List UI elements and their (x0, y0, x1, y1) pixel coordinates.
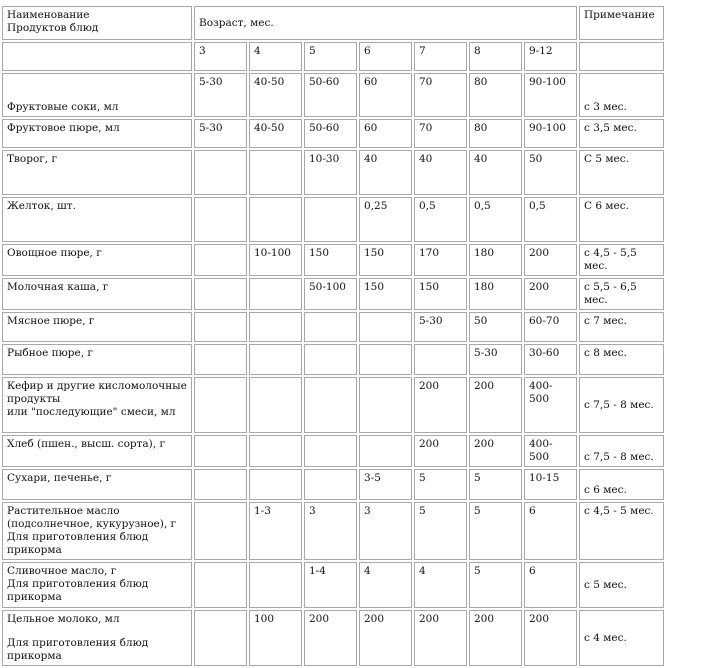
value-cell: 50 (469, 312, 522, 342)
value-cell (249, 278, 302, 310)
age-blank (2, 42, 192, 71)
value-cell: 150 (414, 278, 467, 310)
value-cell: 180 (469, 244, 522, 276)
note-cell: с 6 мес. (579, 469, 664, 500)
product-name-cell (2, 312, 192, 342)
note-cell: с 5 мес. (579, 562, 664, 608)
value-cell: 3-5 (359, 469, 412, 500)
age-cell: 4 (249, 42, 302, 71)
value-cell (304, 344, 357, 375)
value-cell: 60-70 (524, 312, 577, 342)
value-cell (194, 278, 247, 310)
product-name-cell (2, 502, 192, 560)
product-name-line (7, 626, 187, 637)
value-cell: 50 (524, 150, 577, 195)
value-cell: 1-4 (304, 562, 357, 608)
product-name-cell (2, 435, 192, 467)
value-cell (194, 312, 247, 342)
product-name-cell (2, 244, 192, 276)
value-cell: 5-30 (194, 119, 247, 148)
value-cell: 5-30 (194, 73, 247, 117)
value-cell (194, 244, 247, 276)
value-cell: 200 (524, 278, 577, 310)
product-name-line: Молочная каша, г (7, 281, 109, 293)
note-cell: с 4,5 - 5,5 мес. (579, 244, 664, 276)
value-cell: 60 (359, 119, 412, 148)
value-cell: 0,5 (524, 197, 577, 242)
value-cell: 90-100 (524, 73, 577, 117)
table-row (2, 119, 664, 148)
table-row (2, 197, 664, 242)
value-cell: 50-60 (304, 119, 357, 148)
product-name-line: Творог, г (7, 153, 57, 165)
product-name-line: Желток, шт. (7, 200, 76, 212)
value-cell (304, 197, 357, 242)
product-name-cell (2, 278, 192, 310)
value-cell: 50-60 (304, 73, 357, 117)
product-name-cell (2, 197, 192, 242)
age-cell: 9-12 (524, 42, 577, 71)
note-cell: с 4,5 - 5 мес. (579, 502, 664, 560)
value-cell (194, 502, 247, 560)
value-cell: 70 (414, 119, 467, 148)
note-cell: с 7,5 - 8 мес. (579, 435, 664, 467)
note-cell: с 7,5 - 8 мес. (579, 377, 664, 433)
age-cell: 8 (469, 42, 522, 71)
value-cell (249, 312, 302, 342)
value-cell: 5 (469, 502, 522, 560)
value-cell: 1-3 (249, 502, 302, 560)
value-cell: 5 (469, 562, 522, 608)
note-cell: С 6 мес. (579, 197, 664, 242)
note-cell: с 3 мес. (579, 73, 664, 117)
value-cell: 10-15 (524, 469, 577, 500)
value-cell: 200 (469, 377, 522, 433)
age-cell: 6 (359, 42, 412, 71)
header-row (2, 6, 664, 40)
product-name-cell (2, 469, 192, 500)
value-cell: 150 (359, 278, 412, 310)
value-cell: 4 (414, 562, 467, 608)
table-row (2, 73, 664, 117)
value-cell: 400-500 (524, 435, 577, 467)
value-cell (304, 435, 357, 467)
header-product-line: Продуктов блюд (7, 22, 99, 34)
value-cell: 40-50 (249, 119, 302, 148)
value-cell (359, 344, 412, 375)
value-cell (249, 344, 302, 375)
product-name-line: или "последующие" смеси, мл (7, 406, 176, 418)
value-cell: 150 (304, 244, 357, 276)
value-cell: 200 (359, 610, 412, 666)
table-row (2, 377, 664, 433)
product-name-line: продукты (7, 393, 61, 405)
table-row (2, 278, 664, 310)
value-cell: 40-50 (249, 73, 302, 117)
note-cell: С 5 мес. (579, 150, 664, 195)
product-name-cell (2, 344, 192, 375)
header-product (2, 6, 192, 40)
value-cell (304, 377, 357, 433)
value-cell: 200 (414, 435, 467, 467)
product-name-cell (2, 150, 192, 195)
value-cell: 50-100 (304, 278, 357, 310)
table-row (2, 344, 664, 375)
value-cell: 200 (469, 435, 522, 467)
product-name-line: Рыбное пюре, г (7, 347, 93, 359)
value-cell: 3 (359, 502, 412, 560)
value-cell: 30-60 (524, 344, 577, 375)
table-row (2, 610, 664, 666)
value-cell (249, 197, 302, 242)
value-cell: 0,5 (414, 197, 467, 242)
product-name-line: Сухари, печенье, г (7, 472, 112, 484)
feeding-table (0, 4, 666, 668)
product-name-cell (2, 73, 192, 117)
note-cell: с 3,5 мес. (579, 119, 664, 148)
value-cell: 5 (414, 469, 467, 500)
product-name-line: (подсолнечное, кукурузное), г (7, 518, 177, 530)
note-cell: с 4 мес. (579, 610, 664, 666)
value-cell (249, 150, 302, 195)
value-cell: 0,5 (469, 197, 522, 242)
value-cell (304, 312, 357, 342)
value-cell (194, 469, 247, 500)
value-cell: 6 (524, 502, 577, 560)
product-name-cell (2, 562, 192, 608)
value-cell: 200 (524, 610, 577, 666)
value-cell (359, 312, 412, 342)
value-cell (194, 344, 247, 375)
value-cell: 200 (524, 244, 577, 276)
age-cell: 7 (414, 42, 467, 71)
product-name-line: Цельное молоко, мл (7, 613, 120, 625)
age-note-blank (579, 42, 664, 71)
value-cell: 200 (414, 377, 467, 433)
value-cell: 40 (469, 150, 522, 195)
value-cell: 200 (414, 610, 467, 666)
value-cell: 150 (359, 244, 412, 276)
value-cell (194, 435, 247, 467)
age-cell: 5 (304, 42, 357, 71)
value-cell: 60 (359, 73, 412, 117)
value-cell (194, 610, 247, 666)
value-cell: 5 (414, 502, 467, 560)
product-name-line: Фруктовое пюре, мл (7, 122, 120, 134)
table-row (2, 312, 664, 342)
product-name-line: Овощное пюре, г (7, 247, 102, 259)
value-cell (249, 435, 302, 467)
table-row (2, 244, 664, 276)
value-cell (194, 562, 247, 608)
product-name-line: Сливочное масло, г (7, 565, 117, 577)
value-cell (194, 197, 247, 242)
note-cell: с 5,5 - 6,5 мес. (579, 278, 664, 310)
value-cell: 5 (469, 469, 522, 500)
value-cell: 40 (414, 150, 467, 195)
age-cell: 3 (194, 42, 247, 71)
product-name-line: Кефир и другие кисломолочные (7, 380, 187, 392)
table-row (2, 562, 664, 608)
table-row (2, 150, 664, 195)
value-cell: 100 (249, 610, 302, 666)
value-cell: 6 (524, 562, 577, 608)
value-cell: 10-100 (249, 244, 302, 276)
value-cell (194, 377, 247, 433)
value-cell: 90-100 (524, 119, 577, 148)
value-cell (249, 377, 302, 433)
header-product-line: Наименование (7, 9, 90, 21)
age-row (2, 42, 664, 71)
product-name-line: Для приготовления блюд прикорма (7, 578, 149, 603)
value-cell: 200 (304, 610, 357, 666)
value-cell: 200 (469, 610, 522, 666)
value-cell: 0,25 (359, 197, 412, 242)
value-cell: 400-500 (524, 377, 577, 433)
value-cell (249, 469, 302, 500)
value-cell (359, 435, 412, 467)
value-cell: 80 (469, 73, 522, 117)
value-cell: 170 (414, 244, 467, 276)
value-cell: 3 (304, 502, 357, 560)
product-name-line: Мясное пюре, г (7, 315, 95, 327)
value-cell: 5-30 (469, 344, 522, 375)
product-name-line: Растительное масло (7, 505, 120, 517)
value-cell (249, 562, 302, 608)
value-cell (414, 344, 467, 375)
table-row (2, 469, 664, 500)
note-cell: с 7 мес. (579, 312, 664, 342)
value-cell (304, 469, 357, 500)
table-row (2, 435, 664, 467)
product-name-line: Для приготовления блюд прикорма (7, 637, 149, 662)
header-note: Примечание (579, 6, 664, 40)
product-name-cell (2, 377, 192, 433)
product-name-line: Хлеб (пшен., высш. сорта), г (7, 438, 165, 450)
value-cell: 10-30 (304, 150, 357, 195)
product-name-cell (2, 610, 192, 666)
value-cell: 180 (469, 278, 522, 310)
value-cell: 40 (359, 150, 412, 195)
header-age: Возраст, мес. (194, 6, 577, 40)
value-cell (359, 377, 412, 433)
value-cell: 80 (469, 119, 522, 148)
value-cell (194, 150, 247, 195)
note-cell: с 8 мес. (579, 344, 664, 375)
product-name-line: Фруктовые соки, мл (7, 101, 119, 113)
value-cell: 5-30 (414, 312, 467, 342)
product-name-line: Для приготовления блюд прикорма (7, 531, 149, 556)
product-name-cell (2, 119, 192, 148)
table-row (2, 502, 664, 560)
value-cell: 4 (359, 562, 412, 608)
value-cell: 70 (414, 73, 467, 117)
